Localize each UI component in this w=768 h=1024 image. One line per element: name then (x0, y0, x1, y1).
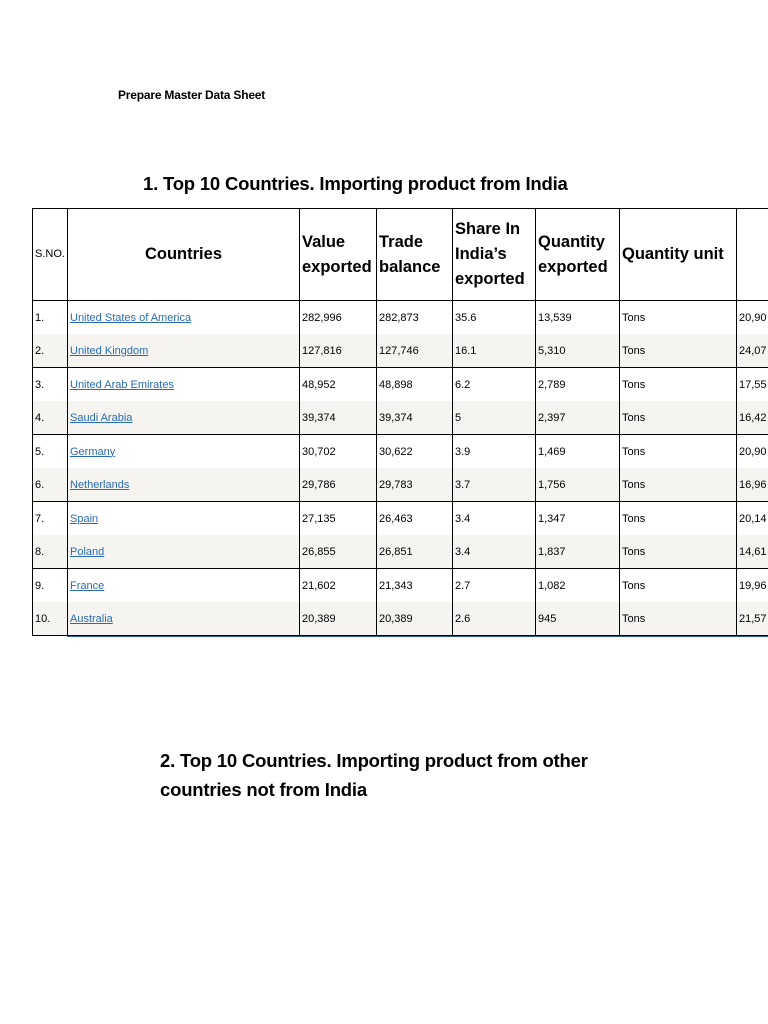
table-row (33, 602, 768, 636)
table-row (33, 535, 768, 569)
row-sno-cell: 5. (33, 435, 68, 469)
header-value-exported: Value exported (300, 209, 377, 301)
header-quantity-unit: Quantity unit (620, 209, 737, 301)
row-quantity-exported-cell: 1,837 (536, 535, 620, 569)
row-value-exported-cell: 29,786 (300, 468, 377, 502)
country-link[interactable]: Saudi Arabia (70, 411, 133, 424)
row-quantity-exported-cell: 1,469 (536, 435, 620, 469)
row-quantity-unit-cell: Tons (620, 535, 737, 569)
row-quantity-exported-cell: 5,310 (536, 334, 620, 368)
row-country-cell (68, 435, 300, 469)
country-link[interactable]: United Kingdom (70, 344, 149, 357)
table-row (33, 502, 768, 536)
row-value-exported-cell: 30,702 (300, 435, 377, 469)
row-quantity-unit-cell: Tons (620, 301, 737, 335)
row-value-exported-cell: 39,374 (300, 401, 377, 435)
row-value-exported-cell: 127,816 (300, 334, 377, 368)
row-share-cell: 16.1 (453, 334, 536, 368)
header-trade-balance: Trade balance (377, 209, 453, 301)
row-trade-balance-cell: 26,851 (377, 535, 453, 569)
row-value-exported-cell: 21,602 (300, 569, 377, 603)
row-share-cell: 5 (453, 401, 536, 435)
row-sno-cell: 10. (33, 602, 68, 636)
section-2-heading: 2. Top 10 Countries. Importing product from other countries not from India (160, 750, 588, 800)
country-link[interactable]: Spain (70, 512, 99, 525)
row-sno-cell: 7. (33, 502, 68, 536)
row-share-cell: 2.6 (453, 602, 536, 636)
row-extra-cell: 14,61 (737, 535, 768, 569)
row-sno-cell: 6. (33, 468, 68, 502)
row-value-exported-cell: 26,855 (300, 535, 377, 569)
row-sno-cell: 9. (33, 569, 68, 603)
row-quantity-unit-cell: Tons (620, 401, 737, 435)
country-link[interactable]: Netherlands (70, 478, 130, 491)
row-value-exported-cell: 27,135 (300, 502, 377, 536)
row-trade-balance-cell: 39,374 (377, 401, 453, 435)
country-link[interactable]: Germany (70, 445, 116, 458)
row-trade-balance-cell: 127,746 (377, 334, 453, 368)
row-country-cell (68, 535, 300, 569)
row-trade-balance-cell: 29,783 (377, 468, 453, 502)
row-extra-cell: 16,42 (737, 401, 768, 435)
row-trade-balance-cell: 30,622 (377, 435, 453, 469)
row-share-cell: 3.7 (453, 468, 536, 502)
header-sno: S.NO. (33, 209, 68, 301)
row-quantity-exported-cell: 1,756 (536, 468, 620, 502)
header-quantity-exported: Quantity exported (536, 209, 620, 301)
country-link[interactable]: France (70, 579, 105, 592)
table-header-row (33, 209, 768, 301)
header-extra (737, 209, 768, 301)
row-quantity-exported-cell: 13,539 (536, 301, 620, 335)
row-share-cell: 3.9 (453, 435, 536, 469)
section-1-heading: 1. Top 10 Countries. Importing product from India (143, 173, 568, 194)
row-extra-cell: 16,96 (737, 468, 768, 502)
table-row (33, 435, 768, 469)
row-country-cell (68, 502, 300, 536)
row-quantity-exported-cell: 1,347 (536, 502, 620, 536)
row-share-cell: 35.6 (453, 301, 536, 335)
table-row (33, 401, 768, 435)
row-quantity-unit-cell: Tons (620, 435, 737, 469)
country-link[interactable]: United Arab Emirates (70, 378, 174, 391)
country-link[interactable]: Australia (70, 612, 113, 625)
row-sno-cell: 1. (33, 301, 68, 335)
row-trade-balance-cell: 26,463 (377, 502, 453, 536)
row-value-exported-cell: 282,996 (300, 301, 377, 335)
row-share-cell: 6.2 (453, 368, 536, 402)
row-trade-balance-cell: 282,873 (377, 301, 453, 335)
row-quantity-unit-cell: Tons (620, 368, 737, 402)
country-link[interactable]: Poland (70, 545, 105, 558)
table-row (33, 468, 768, 502)
row-country-cell (68, 569, 300, 603)
row-extra-cell: 21,57 (737, 602, 768, 636)
row-extra-cell: 20,90 (737, 301, 768, 335)
table-row (33, 368, 768, 402)
row-extra-cell: 19,96 (737, 569, 768, 603)
table-bottom-rule (67, 636, 768, 637)
row-share-cell: 2.7 (453, 569, 536, 603)
table-row (33, 301, 768, 335)
header-countries: Countries (68, 209, 300, 301)
table-body (33, 301, 768, 636)
row-value-exported-cell: 48,952 (300, 368, 377, 402)
row-trade-balance-cell: 48,898 (377, 368, 453, 402)
sheet-title: Prepare Master Data Sheet (118, 88, 266, 102)
row-trade-balance-cell: 20,389 (377, 602, 453, 636)
export-table (32, 208, 768, 636)
row-quantity-unit-cell: Tons (620, 468, 737, 502)
row-share-cell: 3.4 (453, 502, 536, 536)
country-link[interactable]: United States of America (70, 311, 192, 324)
row-quantity-exported-cell: 1,082 (536, 569, 620, 603)
row-country-cell (68, 301, 300, 335)
row-extra-cell: 24,07 (737, 334, 768, 368)
export-table-container (32, 208, 768, 638)
row-quantity-unit-cell: Tons (620, 602, 737, 636)
row-country-cell (68, 602, 300, 636)
row-quantity-unit-cell: Tons (620, 334, 737, 368)
row-extra-cell: 20,90 (737, 435, 768, 469)
row-country-cell (68, 368, 300, 402)
row-quantity-exported-cell: 2,789 (536, 368, 620, 402)
row-sno-cell: 3. (33, 368, 68, 402)
table-row (33, 569, 768, 603)
row-value-exported-cell: 20,389 (300, 602, 377, 636)
row-sno-cell: 2. (33, 334, 68, 368)
row-country-cell (68, 334, 300, 368)
row-quantity-unit-cell: Tons (620, 569, 737, 603)
row-country-cell (68, 468, 300, 502)
row-extra-cell: 17,55 (737, 368, 768, 402)
row-quantity-exported-cell: 2,397 (536, 401, 620, 435)
row-extra-cell: 20,14 (737, 502, 768, 536)
header-share: Share In India’s exported (453, 209, 536, 301)
row-sno-cell: 8. (33, 535, 68, 569)
row-share-cell: 3.4 (453, 535, 536, 569)
row-quantity-exported-cell: 945 (536, 602, 620, 636)
row-country-cell (68, 401, 300, 435)
row-trade-balance-cell: 21,343 (377, 569, 453, 603)
row-quantity-unit-cell: Tons (620, 502, 737, 536)
table-row (33, 334, 768, 368)
row-sno-cell: 4. (33, 401, 68, 435)
